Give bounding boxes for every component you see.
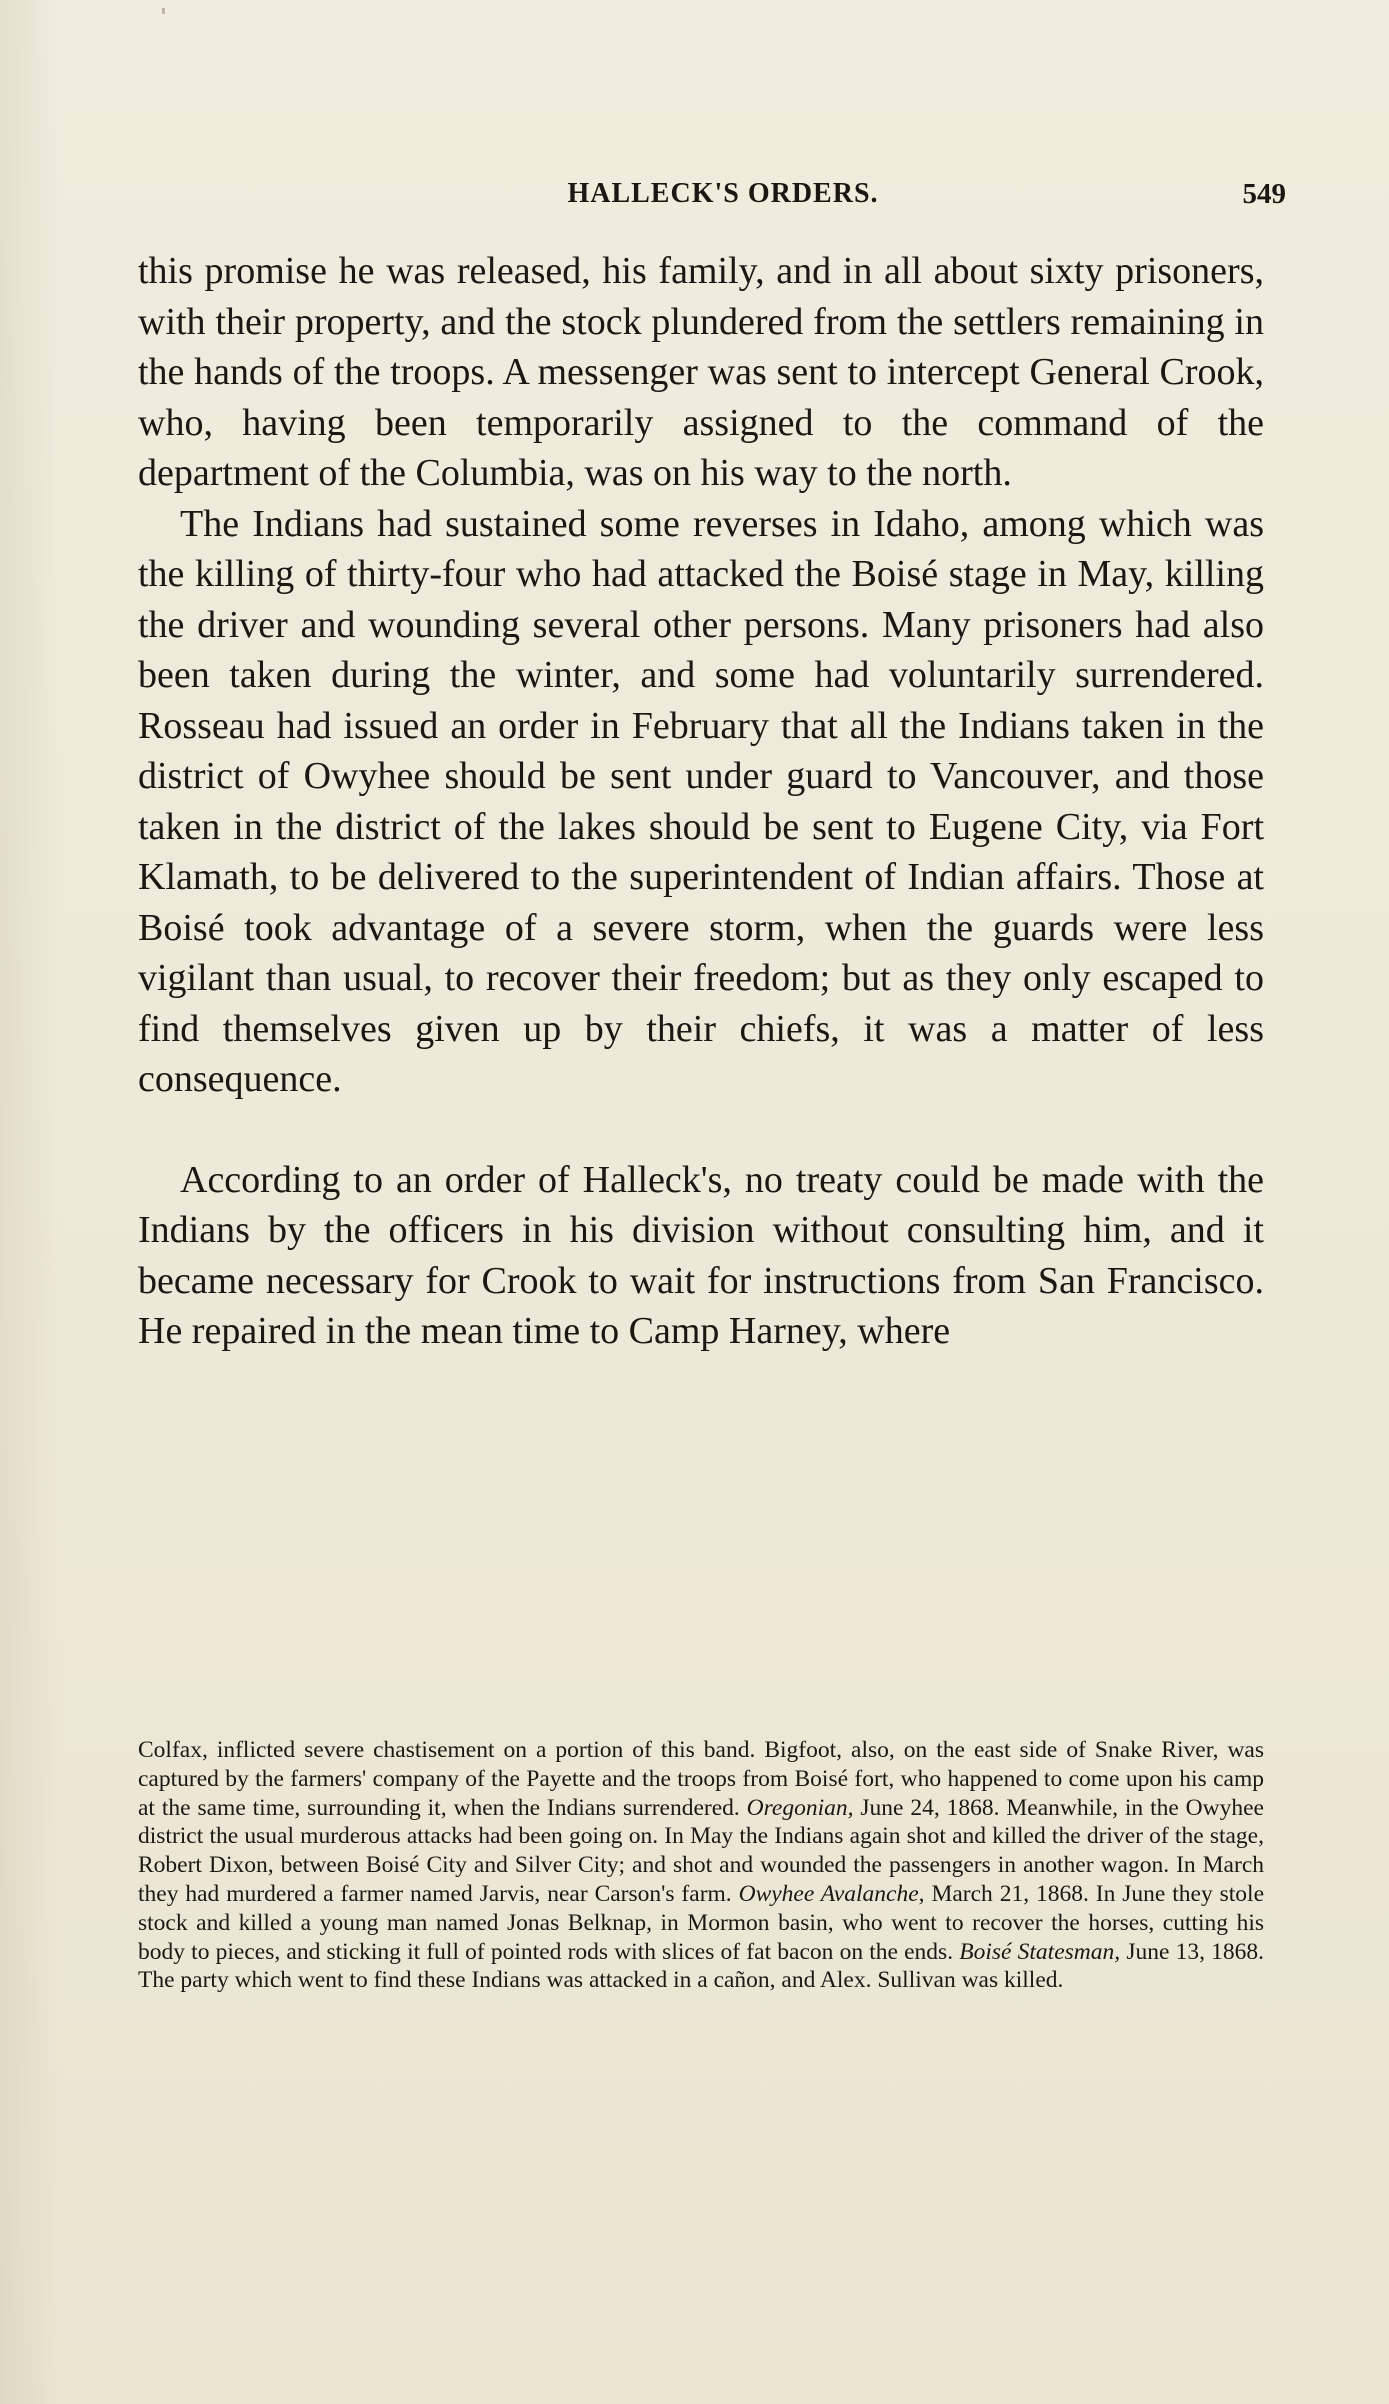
footnote-citation-owyhee-avalanche: Owyhee Avalanche, [738, 1880, 925, 1907]
footnote-text-2: June 24, 1868. Meanwhile, in the Owyhee district the usual murderous attacks had been going on. In May the Indians again shot and killed the driver of the stage, Robert Dixon, between Boisé City and Silver City; and shot and wounded the passengers in another wagon. In March they had murdered a farmer named Jarvis, near Carson's farm. [138, 1794, 1264, 1907]
footnote-text-1: Colfax, inflicted severe chastisement on a portion of this band. Bigfoot, also, on the east side of Snake River, was captured by the farmers' company of the Payette and the troops from Boisé fort, who happened to come upon his camp at the same time, surrounding it, when the Indians surrendered. [138, 1737, 1264, 1821]
page-speck [162, 8, 165, 14]
footnote-citation-oregonian: Oregonian, [746, 1794, 854, 1821]
paragraph-1: this promise he was released, his family, and in all about sixty prisoners, with their property, and the stock plundered from the settlers remaining in the hands of the troops. A messenger was sent to intercept General Crook, who, having been temporarily assigned to the command of the department of the Columbia, was on his way to the north. [138, 250, 1264, 494]
page-header [160, 178, 1286, 214]
footnote-text-3: March 21, 1868. In June they stole stock and killed a young man named Jonas Belknap, in Mormon basin, who went to recover the horses, cutting his body to pieces, and sticking it full of pointed rods with slices of fat bacon on the ends. [138, 1880, 1265, 1965]
body-text [138, 246, 1264, 1357]
paragraph-3: According to an order of Halleck's, no treaty could be made with the Indians by the officers in his division without consulting him, and it became necessary for Crook to wait for instructions from San Francisco. He repaired in the mean time to Camp Harney, where [138, 1158, 1264, 1352]
running-head: HALLECK'S ORDERS. [567, 178, 879, 209]
footnote-citation-boise-statesman: Boisé Statesman, [959, 1938, 1121, 1965]
footnote [138, 1736, 1264, 1995]
page-number: 549 [1242, 178, 1286, 210]
paragraph-2: The Indians had sustained some reverses in Idaho, among which was the killing of thirty-four who had attacked the Boisé stage in May, killing the driver and wounding several other persons. Many prisoners had also been taken during the winter, and some had voluntarily surrendered. Rosseau had issued an order in February that all the Indians taken in the district of Owyhee should be sent under guard to Vancouver, and those taken in the district of the lakes should be sent to Eugene City, via Fort Klamath, to be delivered to the superintendent of Indian affairs. Those at Boisé took advantage of a severe storm, when the guards were less vigilant than usual, to recover their freedom; but as they only escaped to find themselves given up by their chiefs, it was a matter of less consequence. [138, 502, 1264, 1100]
footnote-text-4: June 13, 1868. The party which went to find these Indians was attacked in a cañon, and Alex. Sullivan was killed. [138, 1938, 1264, 1994]
